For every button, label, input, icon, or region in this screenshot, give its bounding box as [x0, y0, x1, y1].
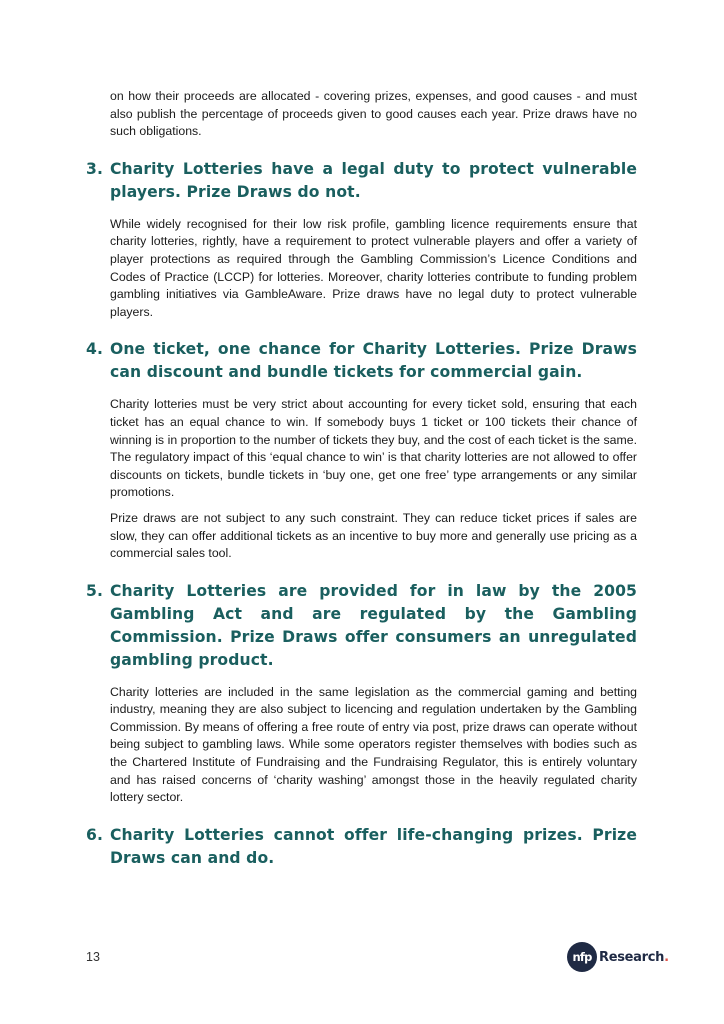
- section-heading-text: Charity Lotteries cannot offer life-changing prizes. Prize Draws can and do.: [110, 825, 637, 867]
- section-number: 4.: [86, 340, 103, 359]
- section-heading: [86, 338, 637, 384]
- section-heading: [86, 580, 637, 672]
- section-heading-text: Charity Lotteries have a legal duty to protect vulnerable players. Prize Draws do not.: [110, 159, 637, 201]
- section-number: 5.: [86, 581, 103, 600]
- page-number: 13: [86, 950, 100, 964]
- section-number: 6.: [86, 825, 103, 844]
- section-number: 3.: [86, 159, 103, 178]
- nfp-research-logo: [567, 942, 669, 972]
- section-paragraph: Charity lotteries are included in the same legislation as the commercial gaming and betting industry, meaning they are also subject to licencing and regulation undertaken by the Gambling Commission. By means of offering a free route of entry via post, prize draws can operate without being subject to gambling laws. While some operators register themselves with bodies such as the Chartered Institute of Fundraising and the Fundraising Regulator, this is entirely voluntary and has raised concerns of ‘charity washing’ amongst those in the heavily regulated charity lottery sector.: [110, 684, 637, 805]
- intro-paragraph: on how their proceeds are allocated - covering prizes, expenses, and good causes - and must also publish the percentage of proceeds given to good causes each year. Prize draws have no such obligations.: [110, 89, 637, 139]
- section-heading: [86, 824, 637, 870]
- section-heading: [86, 158, 637, 204]
- section-paragraph: Charity lotteries must be very strict about accounting for every ticket sold, ensuring that each ticket has an equal chance to win. If somebody buys 1 ticket or 100 tickets their chance of winning is in proportion to the number of tickets they buy, and the cost of each ticket is the same. The regulatory impact of this ‘equal chance to win’ is that charity lotteries are not allowed to offer discounts on tickets, bundle tickets in ‘buy one, get one free’ type arrangements or any similar promotions.: [110, 397, 637, 500]
- section-paragraph: Prize draws are not subject to any such constraint. They can reduce ticket prices if sales are slow, they can offer additional tickets as an incentive to buy more and generally use pricing as a commercial sales tool.: [110, 510, 637, 561]
- section-5: [86, 580, 637, 807]
- logo-dot: .: [664, 949, 670, 965]
- section-heading-text: One ticket, one chance for Charity Lotteries. Prize Draws can discount and bundle tickets for commercial gain.: [110, 340, 637, 382]
- section-paragraph: While widely recognised for their low risk profile, gambling licence requirements ensure that charity lotteries, rightly, have a requirement to protect vulnerable players and offer a variety of player protections as required through the Gambling Commission’s Licence Conditions and Codes of Practice (LCCP) for lotteries. Moreover, charity lotteries contribute to funding problem gambling initiatives via GambleAware. Prize draws have no legal duty to protect vulnerable players.: [110, 216, 637, 319]
- section-4: [86, 338, 637, 562]
- logo-badge-icon: nfp: [567, 942, 597, 972]
- logo-wordmark: Research: [599, 949, 665, 965]
- section-heading-text: Charity Lotteries are provided for in law by the 2005 Gambling Act and are regulated by the Gambling Commission. Prize Draws offer consumers an unregulated gambling product.: [110, 581, 637, 669]
- section-6: [86, 824, 637, 870]
- page-content: [86, 88, 637, 870]
- section-3: [86, 158, 637, 322]
